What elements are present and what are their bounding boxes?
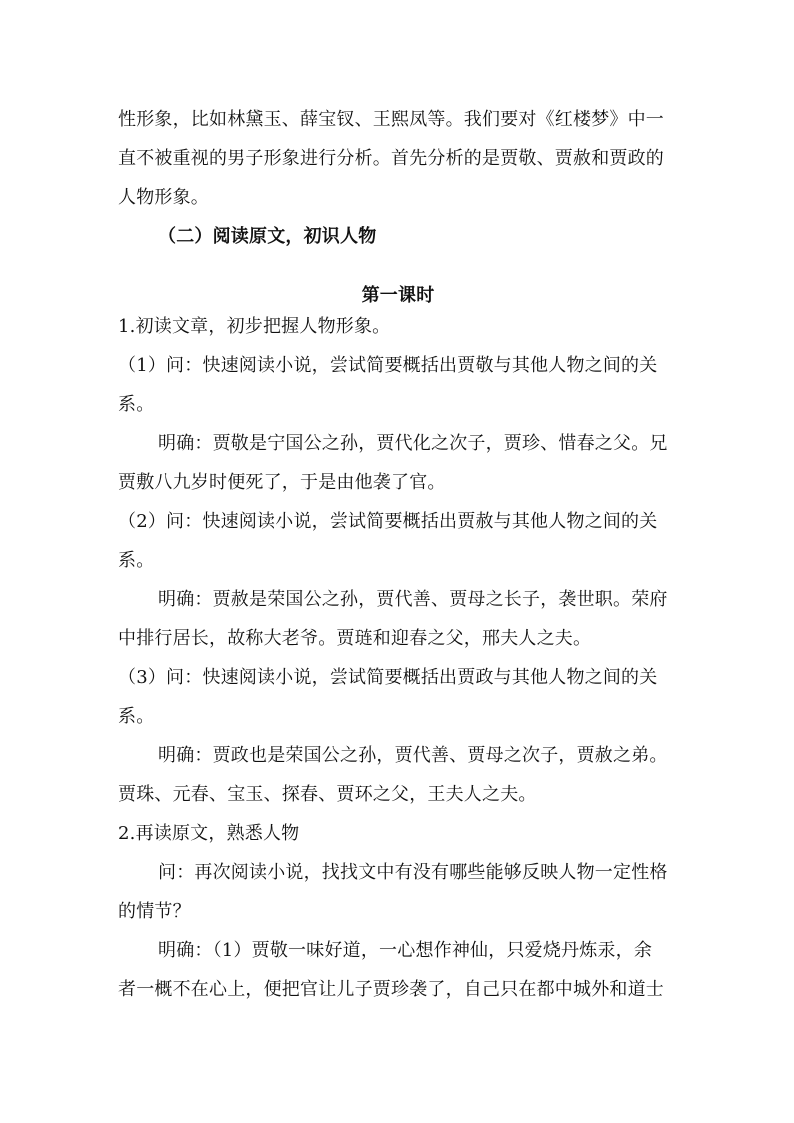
section-heading: （二）阅读原文，初识人物: [158, 226, 377, 247]
answer-4-line-2: 者一概不在心上，便把官让儿子贾珍袭了，自己只在都中城外和道士: [118, 979, 664, 1000]
question-3-line-2: 系。: [118, 706, 155, 727]
intro-line-3: 人物形象。: [118, 187, 209, 208]
document-body: [118, 104, 678, 1005]
question-3-line-1: （3）问：快速阅读小说，尝试简要概括出贾政与其他人物之间的关: [118, 667, 658, 688]
step1-title: 1.初读文章，初步把握人物形象。: [118, 316, 391, 337]
answer-1-line-2: 贾敷八九岁时便死了，于是由他袭了官。: [118, 472, 446, 493]
intro-line-2: 直不被重视的男子形象进行分析。首先分析的是贾敬、贾赦和贾政的: [118, 148, 664, 169]
step2-title: 2.再读原文，熟悉人物: [118, 823, 300, 844]
lesson-title: 第一课时: [361, 285, 435, 306]
answer-3-line-2: 贾珠、元春、宝玉、探春、贾环之父，王夫人之夫。: [118, 784, 537, 805]
answer-1-line-1: 明确：贾敬是宁国公之孙，贾代化之次子，贾珍、惜春之父。兄: [158, 433, 668, 454]
question-1-line-1: （1）问：快速阅读小说，尝试简要概括出贾敬与其他人物之间的关: [118, 355, 658, 376]
question-1-line-2: 系。: [118, 394, 155, 415]
question-4-line-1: 问：再次阅读小说，找找文中有没有哪些能够反映人物一定性格: [158, 862, 668, 883]
answer-2-line-2: 中排行居长，故称大老爷。贾琏和迎春之父，邢夫人之夫。: [118, 628, 592, 649]
intro-line-1: 性形象，比如林黛玉、薛宝钗、王熙凤等。我们要对《红楼梦》中一: [118, 109, 664, 130]
question-2-line-1: （2）问：快速阅读小说，尝试简要概括出贾赦与其他人物之间的关: [118, 511, 658, 532]
answer-3-line-1: 明确：贾政也是荣国公之孙，贾代善、贾母之次子，贾赦之弟。: [158, 745, 668, 766]
answer-2-line-1: 明确：贾赦是荣国公之孙，贾代善、贾母之长子，袭世职。荣府: [158, 589, 668, 610]
answer-4-line-1: 明确：（1）贾敬一味好道，一心想作神仙，只爱烧丹炼汞，余: [158, 940, 653, 961]
question-4-line-2: 的情节？: [118, 901, 191, 922]
question-2-line-2: 系。: [118, 550, 155, 571]
